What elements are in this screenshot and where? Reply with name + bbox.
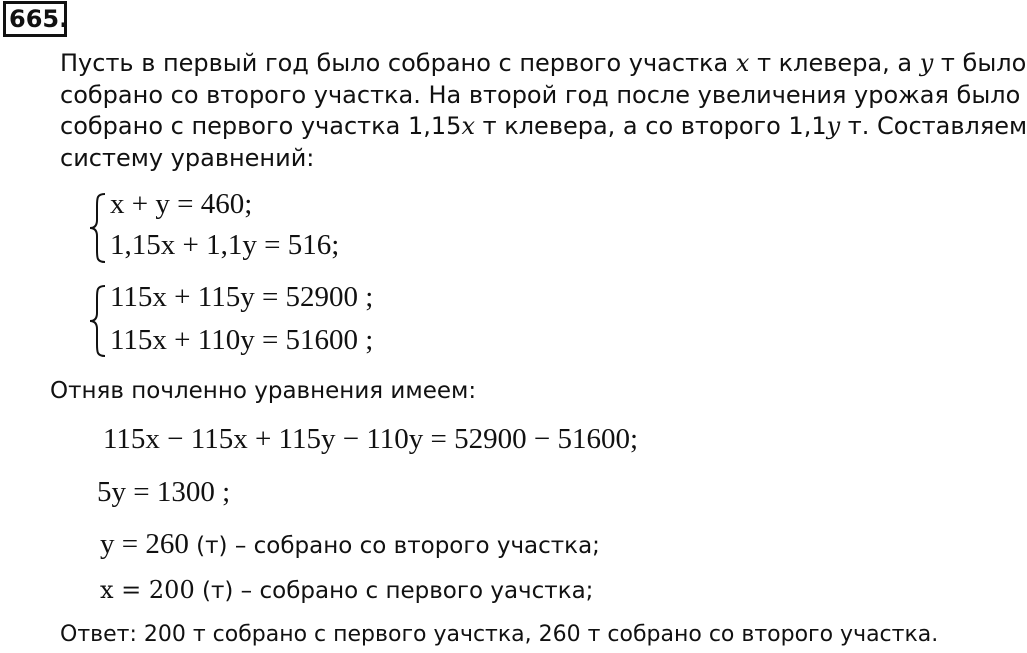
statement-line-2: собрано со второго участка. На второй год после увеличения урожая было [60, 80, 1021, 109]
system-brace [88, 192, 108, 264]
statement-line-3: собрано с первого участка 1,15x т клевера, а со второго 1,1y т. Составляем [60, 112, 1027, 140]
system1-equation-2: 1,15x + 1,1y = 516; [110, 229, 340, 261]
step-2-equation: 5y = 1300 ; [97, 476, 231, 508]
step-3-math: y = 260 [100, 528, 189, 560]
step-4-math: x = 200 [100, 576, 195, 604]
step-4-text: (т) – собрано с первого уачстка; [194, 578, 594, 604]
statement-line-1: Пусть в первый год было собрано с первого участка x т клевера, а y т было [60, 49, 1027, 77]
statement-line-4: систему уравнений: [60, 143, 315, 172]
system1-equation-1: x + y = 460; [110, 188, 253, 220]
problem-number: 665. [3, 1, 67, 37]
system-brace [88, 284, 108, 358]
answer: Ответ: 200 т собрано с первого уачстка, 260 т собрано со второго участка. [60, 622, 939, 647]
system2-equation-2: 115x + 110y = 51600 ; [110, 324, 374, 356]
step-1-equation: 115x − 115x + 115y − 110y = 52900 − 51600; [103, 423, 639, 455]
step-3-line [100, 528, 600, 561]
system2-equation-1: 115x + 115y = 52900 ; [110, 281, 374, 313]
step-4-line [100, 576, 593, 604]
subtract-text: Отняв почленно уравнения имеем: [50, 378, 477, 404]
problem-statement [60, 48, 1027, 174]
step-3-text: (т) – собрано со второго участка; [188, 533, 600, 559]
